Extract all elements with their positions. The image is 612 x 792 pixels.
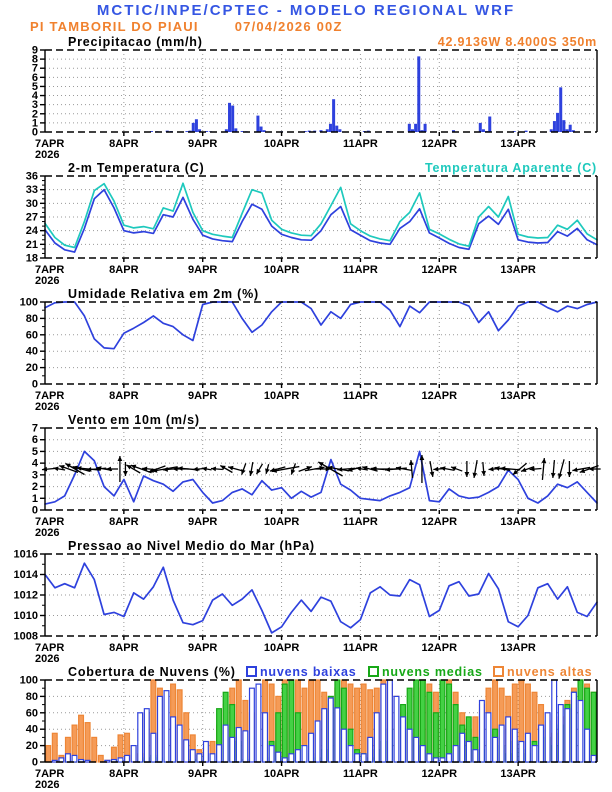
y-tick-label: 3: [31, 99, 38, 112]
x-tick-label: 13APR: [500, 264, 536, 276]
y-tick-label: 1: [31, 117, 38, 130]
y-tick-label: 40: [25, 345, 38, 358]
model-title-text: MCTIC/INPE/CPTEC - MODELO REGIONAL WRF: [96, 2, 516, 19]
y-tick-label: 5: [31, 80, 38, 93]
y-tick-label: 20: [25, 740, 38, 753]
x-start-label: 7APR: [35, 264, 65, 276]
y-tick-label: 1012: [13, 589, 38, 602]
x-tick-label: 11APR: [342, 768, 378, 780]
humidity-title: Umidade Relativa em 2m (%): [68, 287, 259, 301]
y-tick-label: 0: [31, 756, 38, 769]
station-line: [0, 19, 612, 34]
x-tick-label: 11APR: [342, 264, 378, 276]
y-tick-label: 4: [31, 457, 38, 470]
x-tick-label: 8APR: [109, 264, 139, 276]
x-tick-label: 11APR: [342, 642, 378, 654]
panel-humidity: [0, 286, 612, 412]
y-tick-label: 1010: [13, 610, 38, 622]
clouds-series: [46, 680, 596, 762]
x-start-year: 2026: [35, 401, 60, 412]
model-title: [0, 2, 612, 19]
y-tick-label: 100: [19, 296, 38, 309]
y-tick-label: 100: [19, 674, 38, 687]
x-tick-label: 9APR: [188, 264, 218, 276]
pressure-series: [45, 563, 597, 633]
x-start-year: 2026: [35, 149, 60, 160]
y-tick-label: 36: [25, 170, 38, 183]
axes-frame: [20, 297, 597, 413]
x-tick-label: 11APR: [342, 390, 378, 402]
station-name: PI TAMBORIL DO PIAUI: [30, 19, 199, 34]
gridlines: [45, 50, 597, 132]
x-tick-label: 12APR: [421, 264, 458, 276]
y-tick-label: 7: [31, 62, 38, 75]
precipitation-series: [150, 56, 575, 132]
y-tick-label: 1008: [13, 630, 38, 643]
gridlines: [45, 302, 597, 384]
x-tick-label: 8APR: [109, 768, 139, 780]
page-header: [0, 0, 612, 34]
y-tick-label: 2: [31, 108, 38, 121]
x-tick-label: 13APR: [500, 390, 536, 402]
x-tick-label: 9APR: [188, 390, 218, 402]
x-tick-label: 10APR: [263, 390, 300, 402]
x-tick-label: 10APR: [263, 516, 300, 528]
gridlines: [45, 554, 597, 636]
x-tick-label: 12APR: [421, 516, 458, 528]
x-tick-label: 10APR: [263, 264, 300, 276]
y-tick-label: 0: [31, 126, 38, 139]
x-tick-label: 9APR: [188, 642, 218, 654]
legend-swatch-nuvens-medias: [369, 667, 378, 676]
x-tick-label: 9APR: [188, 768, 218, 780]
y-tick-label: 1016: [13, 548, 38, 561]
y-tick-label: 1014: [13, 569, 38, 581]
panel-temperature: [0, 160, 612, 286]
y-tick-label: 60: [25, 707, 38, 720]
temperature-secondary-title: Temperatura Aparente (C): [424, 161, 597, 175]
legend-swatch-nuvens-baixas: [247, 667, 256, 676]
x-tick-label: 11APR: [342, 516, 378, 528]
y-tick-label: 7: [31, 422, 38, 435]
y-tick-label: 24: [25, 225, 38, 238]
x-tick-label: 11APR: [342, 138, 378, 150]
temperature-series: [45, 183, 597, 252]
x-start-label: 7APR: [35, 390, 65, 402]
legend-label-nuvens-baixas: nuvens baixas: [260, 665, 357, 679]
y-tick-label: 3: [31, 469, 38, 482]
y-tick-label: 21: [25, 238, 38, 251]
y-tick-label: 9: [31, 44, 38, 57]
x-tick-label: 9APR: [188, 516, 218, 528]
y-tick-label: 33: [25, 184, 38, 197]
y-tick-label: 4: [31, 90, 38, 103]
y-tick-label: 80: [25, 312, 38, 325]
wind-title: Vento em 10m (m/s): [68, 413, 200, 427]
x-tick-label: 10APR: [263, 138, 300, 150]
location-label: 42.9136W 8.4000S 350m: [437, 35, 597, 49]
y-tick-label: 60: [25, 329, 38, 342]
axes-frame: [26, 171, 597, 287]
legend-swatch-nuvens-altas: [494, 667, 503, 676]
x-start-label: 7APR: [35, 642, 65, 654]
wind-series: [45, 451, 597, 504]
x-tick-label: 12APR: [421, 642, 458, 654]
y-tick-label: 40: [25, 723, 38, 736]
x-tick-label: 12APR: [421, 390, 458, 402]
pressure-title: Pressao ao Nivel Medio do Mar (hPa): [68, 539, 315, 553]
axes-frame: [32, 423, 597, 539]
x-start-label: 7APR: [35, 516, 65, 528]
y-tick-label: 6: [31, 434, 38, 447]
x-tick-label: 13APR: [500, 138, 536, 150]
x-start-year: 2026: [35, 779, 60, 790]
y-tick-label: 18: [25, 252, 38, 265]
x-tick-label: 12APR: [421, 138, 458, 150]
x-tick-label: 8APR: [109, 390, 139, 402]
x-start-year: 2026: [35, 653, 60, 664]
x-tick-label: 10APR: [263, 642, 300, 654]
y-tick-label: 1: [31, 492, 38, 505]
x-tick-label: 8APR: [109, 138, 139, 150]
x-tick-label: 13APR: [500, 642, 536, 654]
precipitation-title: Precipitacao (mm/h): [68, 35, 203, 49]
panel-clouds: [0, 664, 612, 790]
y-tick-label: 80: [25, 690, 38, 703]
x-tick-label: 13APR: [500, 768, 536, 780]
axes-frame: [32, 45, 597, 161]
y-tick-label: 30: [25, 197, 38, 210]
y-tick-label: 20: [25, 362, 38, 375]
x-tick-label: 9APR: [188, 138, 218, 150]
y-tick-label: 0: [31, 504, 38, 517]
panel-wind: [0, 412, 612, 538]
legend-label-nuvens-altas: nuvens altas: [507, 665, 593, 679]
y-tick-label: 2: [31, 481, 38, 494]
temperature-title: 2-m Temperatura (C): [68, 161, 205, 175]
x-start-label: 7APR: [35, 768, 65, 780]
y-tick-label: 6: [31, 71, 38, 84]
y-tick-label: 27: [25, 211, 38, 224]
x-start-year: 2026: [35, 275, 60, 286]
legend-label-nuvens-medias: nuvens medias: [382, 665, 483, 679]
x-tick-label: 12APR: [421, 768, 458, 780]
panel-pressure: [0, 538, 612, 664]
x-tick-label: 8APR: [109, 516, 139, 528]
x-start-year: 2026: [35, 527, 60, 538]
humidity-series: [45, 302, 597, 349]
y-tick-label: 5: [31, 445, 38, 458]
x-tick-label: 13APR: [500, 516, 536, 528]
clouds-title: Cobertura de Nuvens (%): [68, 665, 236, 679]
x-tick-label: 8APR: [109, 642, 139, 654]
y-tick-label: 8: [31, 53, 38, 66]
run-datetime: 07/04/2026 00Z: [234, 19, 343, 34]
x-tick-label: 10APR: [263, 768, 300, 780]
x-start-label: 7APR: [35, 138, 65, 150]
y-tick-label: 0: [31, 378, 38, 391]
panel-precipitation: [0, 34, 612, 160]
